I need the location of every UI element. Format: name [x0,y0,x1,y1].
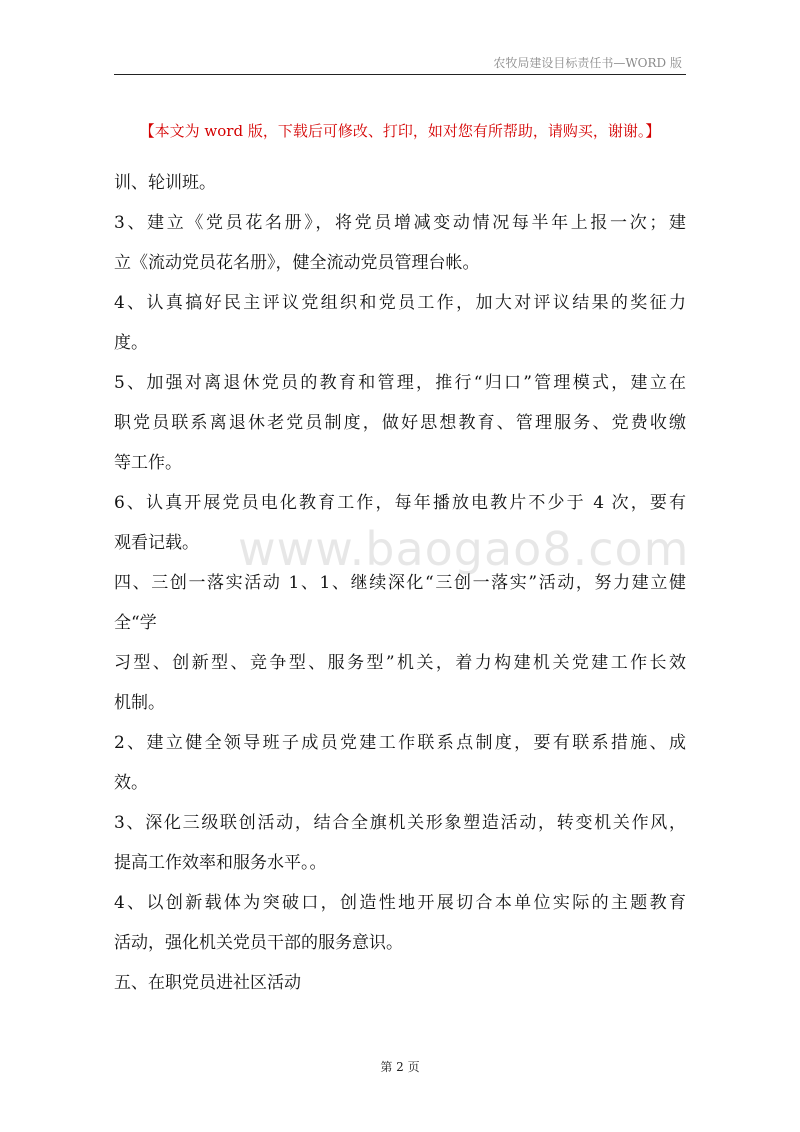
watermark: www.baogao8.com [238,522,690,576]
text-line: 活动，强化机关党员干部的服务意识。 [114,933,403,953]
text-line: 2、建立健全领导班子成员党建工作联系点制度，要有联系措施、成 [114,733,686,753]
text-line: 等工作。 [114,453,182,473]
text-line: 五、在职党员进社区活动 [114,973,301,993]
paragraph [114,363,686,483]
paragraph [114,883,686,963]
download-notice: 【本文为 word 版，下载后可修改、打印，如对您有所帮助，请购买，谢谢。】 [139,122,661,140]
paragraph [114,563,686,643]
text-line: 6、认真开展党员电化教育工作，每年播放电教片不少于 4 次，要有 [114,493,686,513]
header-divider [114,74,686,75]
text-line: 职党员联系离退休老党员制度，做好思想教育、管理服务、党费收缴 [114,413,686,433]
text-line: 4、认真搞好民主评议党组织和党员工作，加大对评议结果的奖征力 [114,293,686,313]
paragraph [114,643,686,723]
text-line: 机制。 [114,693,165,713]
text-line: 提高工作效率和服务水平。。 [114,853,327,873]
paragraph [114,723,686,803]
text-line: 效。 [114,773,148,793]
text-line: 四、三创一落实活动 1、1、继续深化“三创一落实”活动，努力建立健 [114,573,686,593]
text-line: 立《流动党员花名册》，健全流动党员管理台帐。 [114,253,480,273]
paragraph [114,163,686,203]
paragraph [114,283,686,363]
body-text [114,163,686,1003]
paragraph [114,803,686,883]
paragraph [114,963,686,1003]
text-line: 3、深化三级联创活动，结合全旗机关形象塑造活动，转变机关作风， [114,813,686,833]
header-title: 农牧局建设目标责任书—WORD 版 [493,56,682,70]
text-line: 5、加强对离退休党员的教育和管理，推行“归口”管理模式，建立在 [114,373,686,393]
paragraph [114,483,686,563]
paragraph [114,203,686,283]
text-line: 4、以创新载体为突破口，创造性地开展切合本单位实际的主题教育 [114,893,686,913]
text-line: 度。 [114,333,148,353]
text-line: 3、建立《党员花名册》，将党员增减变动情况每半年上报一次；建 [114,213,686,233]
page-number: 第 2 页 [380,1060,420,1074]
text-line: 习型、创新型、竞争型、服务型”机关，着力构建机关党建工作长效 [114,653,686,673]
text-line: 全“学 [114,613,157,633]
text-line: 观看记载。 [114,533,199,553]
text-line: 训、轮训班。 [114,173,216,193]
